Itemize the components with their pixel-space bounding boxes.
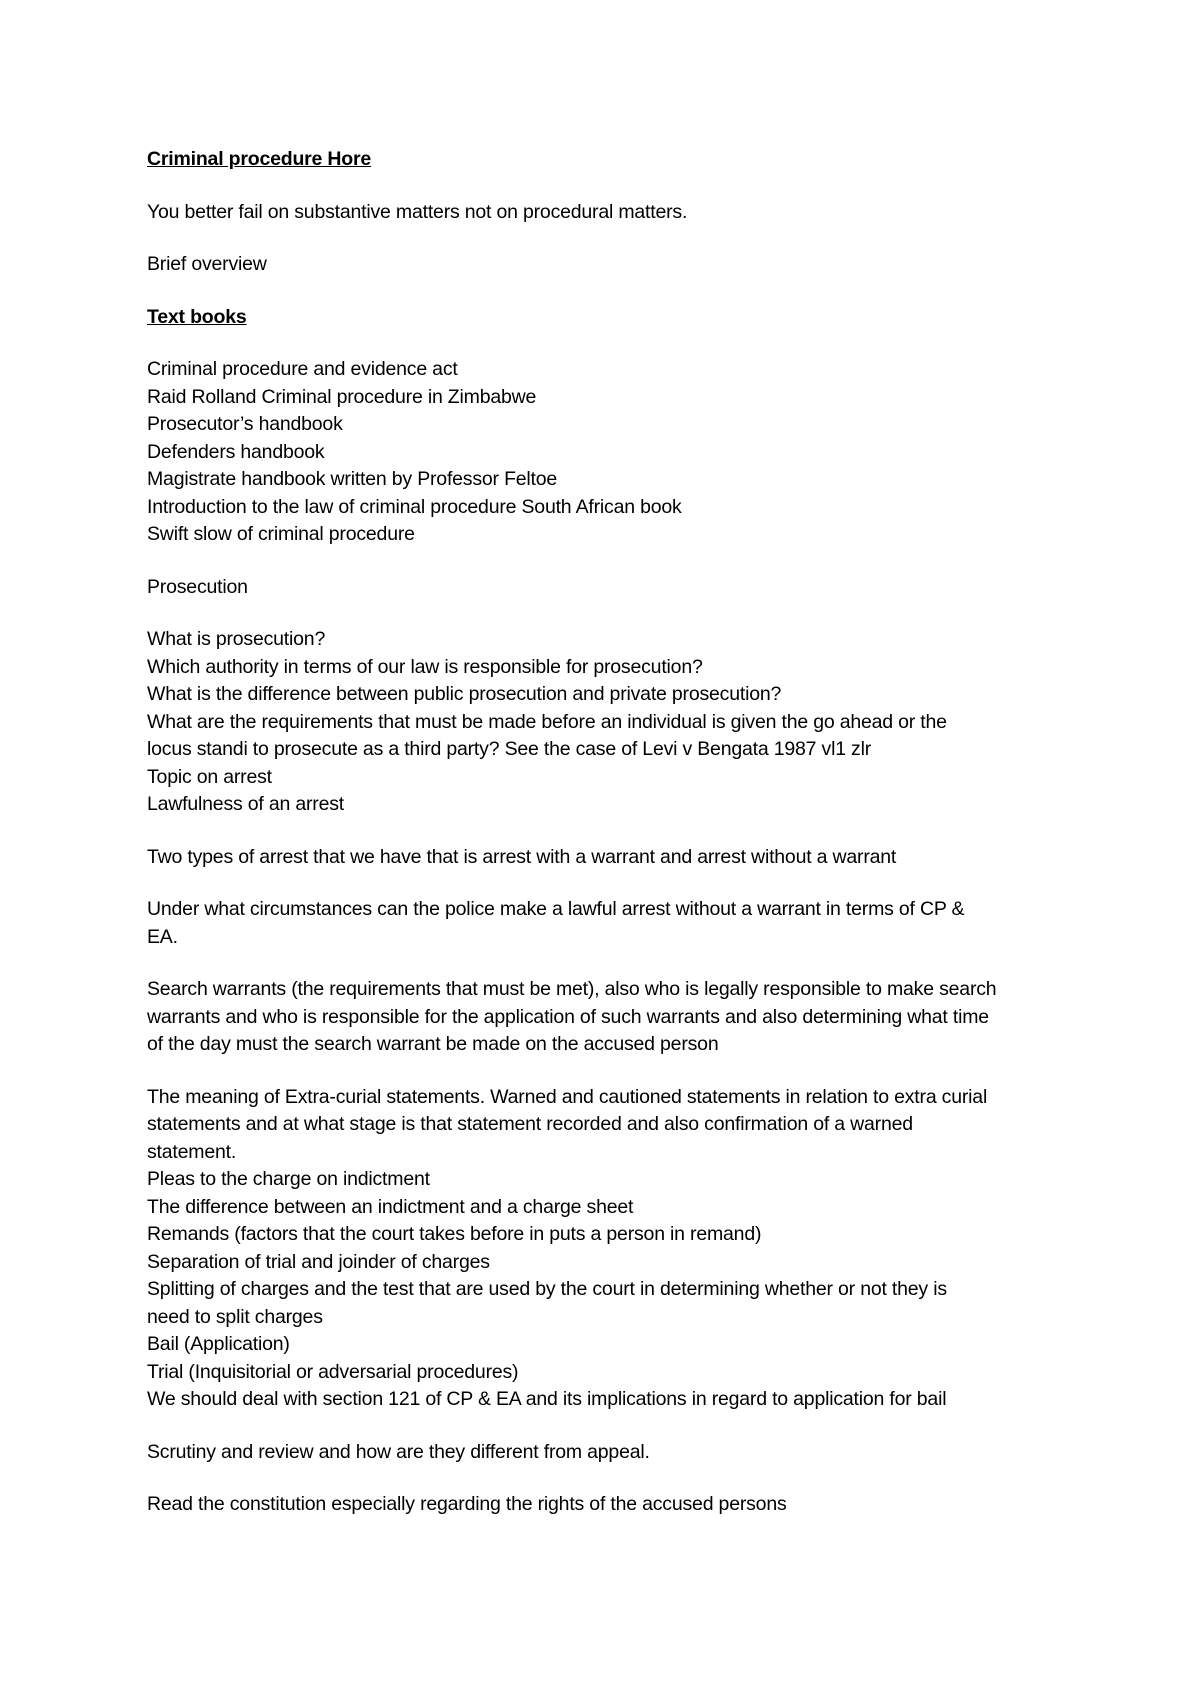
paragraph-line: need to split charges [147,1305,323,1328]
extra-curial-paragraph [147,1084,1077,1414]
question-line: locus standi to prosecute as a third party? See the case of Levi v Bengata 1987 vl1 zlr [147,738,872,760]
question-line: Lawfulness of an arrest [147,793,345,815]
paragraph-line: Trial (Inquisitorial or adversarial procedures) [147,1360,519,1383]
textbook-item: Raid Rolland Criminal procedure in Zimbabwe [147,385,537,408]
prosecution-questions [147,626,1077,819]
document-body [147,146,1077,1544]
textbook-item: Swift slow of criminal procedure [147,523,415,545]
textbooks-heading: Text books [147,305,247,328]
arrest-types-text: Two types of arrest that we have that is arrest with a warrant and arrest without a warrant [147,845,897,868]
paragraph-line: Separation of trial and joinder of charges [147,1250,490,1273]
constitution-text: Read the constitution especially regarding the rights of the accused persons [147,1493,787,1515]
paragraph-line: We should deal with section 121 of CP & EA and its implications in regard to application for bail [147,1388,947,1410]
question-line: What are the requirements that must be made before an individual is given the go ahead or the [147,710,947,733]
arrest-without-warrant-paragraph [147,896,1077,951]
intro-text: You better fail on substantive matters not on procedural matters. [147,200,688,223]
textbook-item: Introduction to the law of criminal procedure South African book [147,495,682,518]
question-line: What is prosecution? [147,628,326,650]
paragraph-line: Search warrants (the requirements that must be met), also who is legally responsible to make search [147,978,997,1000]
paragraph-line: EA. [147,925,178,948]
scrutiny-text: Scrutiny and review and how are they different from appeal. [147,1440,650,1463]
textbook-item: Magistrate handbook written by Professor Feltoe [147,468,558,490]
textbook-list [147,356,1077,549]
paragraph-line: statements and at what stage is that statement recorded and also confirmation of a warned [147,1113,913,1135]
paragraph-line: Splitting of charges and the test that are used by the court in determining whether or not they is [147,1278,947,1300]
paragraph-line: The difference between an indictment and a charge sheet [147,1195,634,1218]
textbook-item: Criminal procedure and evidence act [147,358,458,380]
overview-text: Brief overview [147,253,267,275]
paragraph-line: The meaning of Extra-curial statements. Warned and cautioned statements in relation to extra curial [147,1085,988,1108]
question-line: Which authority in terms of our law is responsible for prosecution? [147,655,703,678]
paragraph-line: statement. [147,1140,237,1163]
paragraph-line: of the day must the search warrant be made on the accused person [147,1033,719,1055]
prosecution-label: Prosecution [147,575,248,598]
paragraph-line: Pleas to the charge on indictment [147,1168,430,1190]
question-line: What is the difference between public prosecution and private prosecution? [147,683,782,705]
search-warrants-paragraph [147,976,1077,1059]
paragraph-line: Under what circumstances can the police make a lawful arrest without a warrant in terms of CP & [147,898,965,920]
paragraph-line: Remands (factors that the court takes before in puts a person in remand) [147,1223,762,1245]
document-title: Criminal procedure Hore [147,148,372,170]
paragraph-line: Bail (Application) [147,1333,290,1355]
textbook-item: Prosecutor’s handbook [147,413,343,435]
paragraph-line: warrants and who is responsible for the application of such warrants and also determining what time [147,1005,989,1028]
textbook-item: Defenders handbook [147,440,325,463]
question-line: Topic on arrest [147,765,272,788]
